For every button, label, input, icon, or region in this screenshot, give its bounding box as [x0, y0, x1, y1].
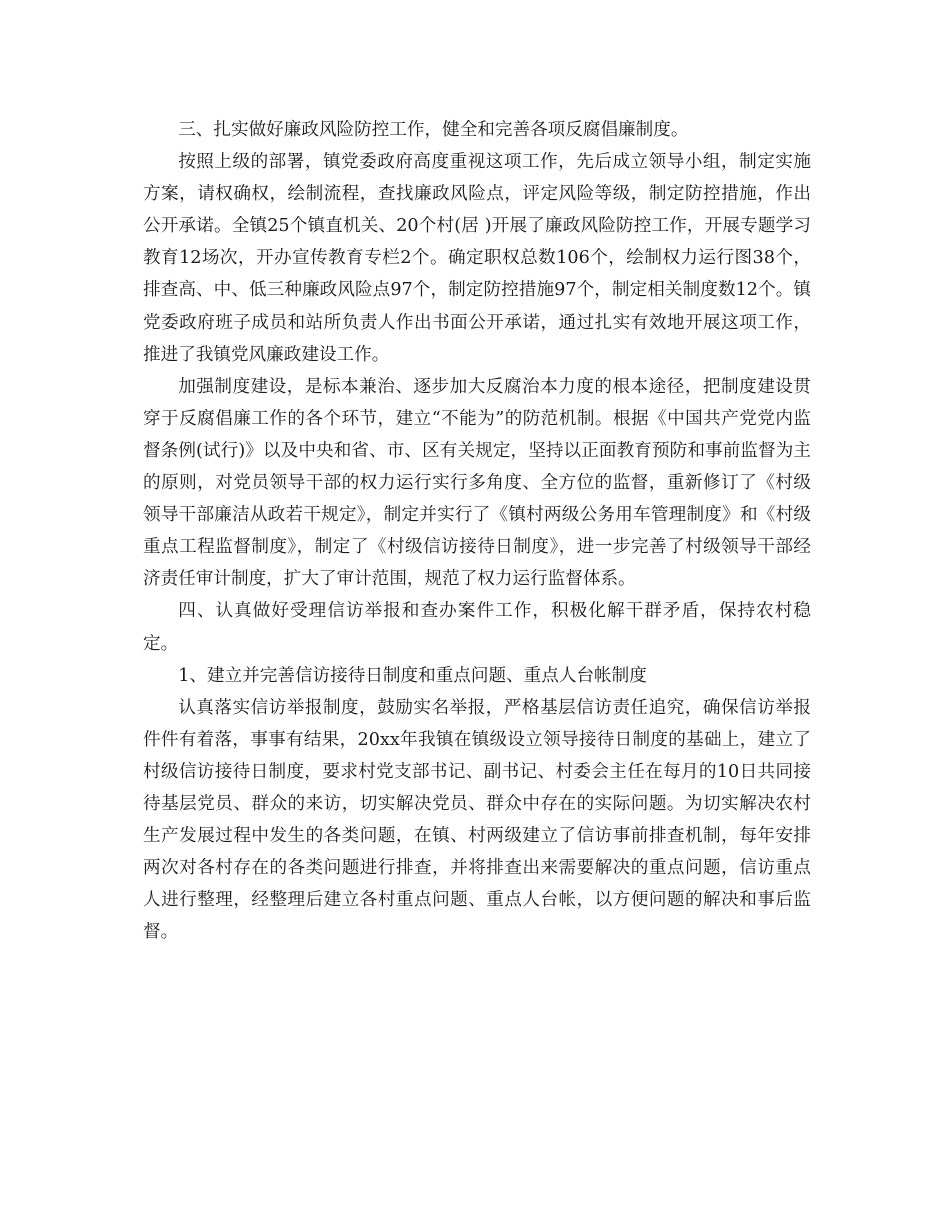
- section-heading-three: 三、扎实做好廉政风险防控工作，健全和完善各项反腐倡廉制度。: [178, 120, 689, 140]
- paragraph-system-building: 加强制度建设，是标本兼治、逐步加大反腐治本力度的根本途径，把制度建设贯穿于反腐倡廉工作的各个环节，建立“不能为”的防范机制。根据《中国共产党党内监督条例(试行)》以及中央和省、市、区有关规定，坚持以正面教育预防和事前监督为主的原则，对党员领导干部的权力运行实行多角度、全方位的监督，重新修订了《村级领导干部廉洁从政若干规定》，制定并实行了《镇村两级公务用车管理制度》和《村级重点工程监督制度》，制定了《村级信访接待日制度》，进一步完善了村级领导干部经济责任审计制度，扩大了审计范围，规范了权力运行监督体系。: [143, 376, 811, 590]
- paragraph-risk-control: 按照上级的部署，镇党委政府高度重视这项工作，先后成立领导小组，制定实施方案，请权确权，绘制流程，查找廉政风险点，评定风险等级，制定防控措施，作出公开承诺。全镇25个镇直机关、20个村(居 )开展了廉政风险防控工作，开展专题学习教育12场次，开办宣传教育专栏2个。确定职权总数106个，绘制权力运行图38个，排查高、中、低三种廉政风险点97个，制定防控措施97个，制定相关制度数12个。镇党委政府班子成员和站所负责人作出书面公开承诺，通过扎实有效地开展这项工作，推进了我镇党风廉政建设工作。: [143, 152, 811, 365]
- document-body: [143, 114, 811, 948]
- subsection-heading-one: 1、建立并完善信访接待日制度和重点问题、重点人台帐制度: [178, 665, 647, 686]
- paragraph-petition-system: 认真落实信访举报制度，鼓励实名举报，严格基层信访责任追究，确保信访举报件件有着落，事事有结果，20xx年我镇在镇级设立领导接待日制度的基础上，建立了村级信访接待日制度，要求村党支部书记、副书记、村委会主任在每月的10日共同接待基层党员、群众的来访，切实解决党员、群众中存在的实际问题。为切实解决农村生产发展过程中发生的各类问题，在镇、村两级建立了信访事前排查机制，每年安排两次对各村存在的各类问题进行排查，并将排查出来需要解决的重点问题，信访重点人进行整理，经整理后建立各村重点问题、重点人台帐，以方便问题的解决和事后监督。: [143, 697, 811, 943]
- section-heading-four: 四、认真做好受理信访举报和查办案件工作，积极化解干群矛盾，保持农村稳定。: [143, 601, 811, 654]
